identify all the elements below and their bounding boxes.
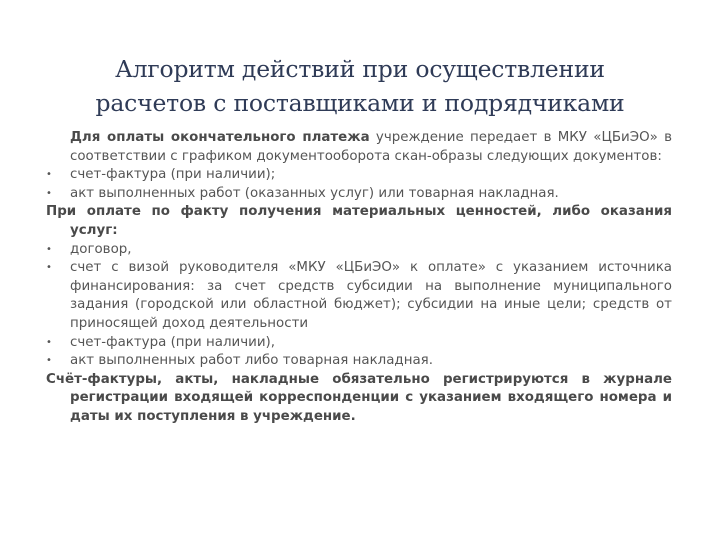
section-heading <box>46 203 672 240</box>
slide-title <box>60 52 660 120</box>
closing-paragraph <box>46 371 672 427</box>
list-item <box>46 166 672 185</box>
bullet-icon: • <box>46 169 52 181</box>
list-item-text: договор, <box>70 241 132 257</box>
list-item <box>46 334 672 353</box>
list-item-text: акт выполненных работ (оказанных услуг) или товарная накладная. <box>70 185 559 201</box>
slide-body <box>46 129 672 427</box>
bullet-icon: • <box>46 262 52 274</box>
section-heading-text: При оплате по факту получения материальных ценностей, либо оказания услуг: <box>46 204 672 238</box>
list-item <box>46 241 672 260</box>
list-item <box>46 352 672 371</box>
list-item <box>46 259 672 333</box>
title-line-1: Алгоритм действий при осуществлении <box>115 55 605 83</box>
bullet-icon: • <box>46 336 52 348</box>
list-item <box>46 185 672 204</box>
bullet-icon: • <box>46 355 52 367</box>
title-line-2: расчетов с поставщиками и подрядчиками <box>95 89 625 117</box>
intro-text: учреждение передает в МКУ «ЦБиЭО» в соответствии с графиком документооборота скан-образы следующих документов: <box>70 130 673 164</box>
list-item-text: счет с визой руководителя «МКУ «ЦБиЭО» к оплате» с указанием источника финансирования: за счет средств субсидии на выполнение муниципального задания (городской или областной бюджет); субсидии на иные цели; средств от приносящей доход деятельности <box>70 260 672 331</box>
list-item-text: акт выполненных работ либо товарная накладная. <box>70 353 433 369</box>
bullet-icon: • <box>46 187 52 199</box>
list-item-text: счет-фактура (при наличии); <box>70 167 276 183</box>
closing-bold-text: Счёт-фактуры, акты, накладные обязательно регистрируются в журнале регистрации входящей корреспонденции с указанием входящего номера и даты их поступления в учреждение. <box>46 371 672 424</box>
intro-paragraph <box>46 129 672 166</box>
bullet-icon: • <box>46 243 52 255</box>
intro-bold-text: Для оплаты окончательного платежа <box>70 130 370 145</box>
list-item-text: счет-фактура (при наличии), <box>70 334 276 350</box>
